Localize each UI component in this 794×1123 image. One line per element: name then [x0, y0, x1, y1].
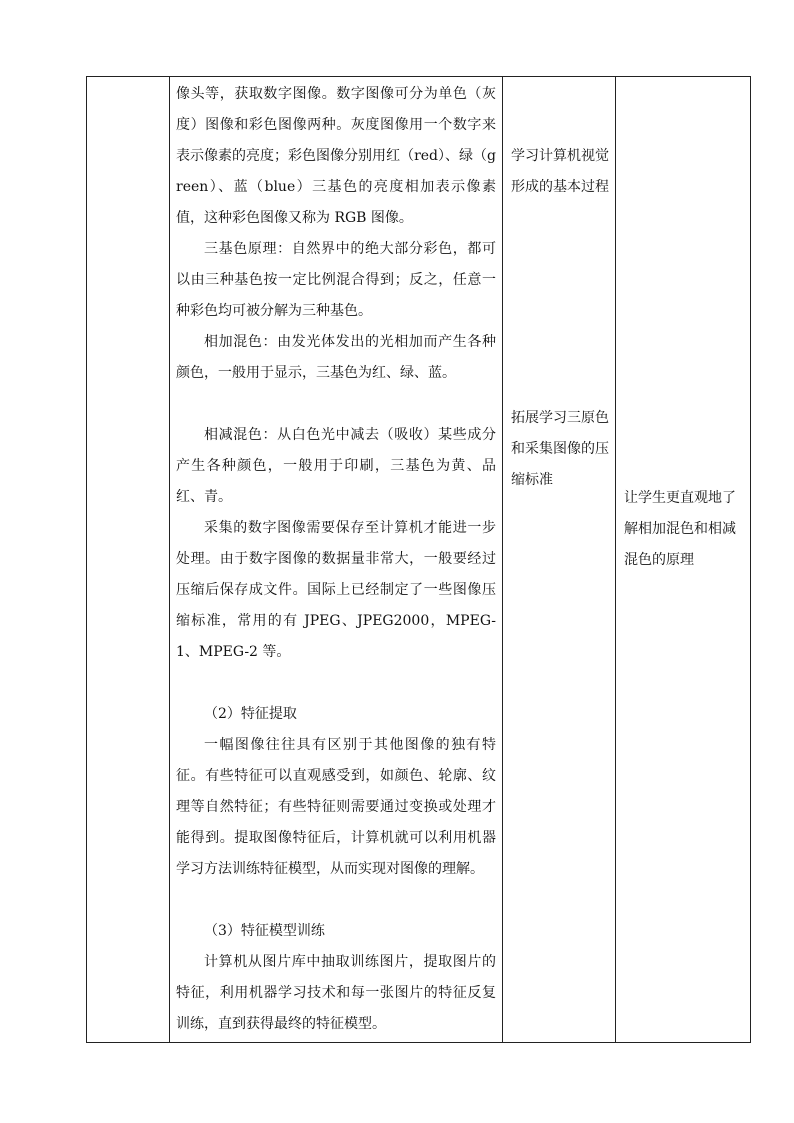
- student-note-compression: 拓展学习三原色和采集图像的压缩标准: [511, 410, 609, 488]
- paragraph-subtractive-mixing: 相减混色：从白色光中减去（吸收）某些成分产生各种颜色，一般用于印刷，三基色为黄、品红、青。: [176, 427, 496, 505]
- lesson-plan-table: [86, 76, 751, 1043]
- paragraph-additive-mixing: 相加混色：由发光体发出的光相加而产生各种颜色，一般用于显示，三基色为红、绿、蓝。: [176, 334, 496, 381]
- heading-feature-extraction: （2）特征提取: [204, 706, 297, 722]
- teaching-content-cell: [170, 77, 503, 1043]
- paragraph-digital-image: 像头等，获取数字图像。数字图像可分为单色（灰度）图像和彩色图像两种。灰度图像用一个数字来表示像素的亮度；彩色图像分别用红（red）、绿（green）、蓝（blue）三基色的亮度相加表示像素值，这种彩色图像又称为 RGB 图像。: [176, 86, 496, 226]
- heading-model-training: （3）特征模型训练: [204, 923, 325, 939]
- design-intent-cell: [616, 77, 751, 1043]
- paragraph-feature-extraction: 一幅图像往往具有区别于其他图像的独有特征。有些特征可以直观感受到，如颜色、轮廓、纹理等自然特征；有些特征则需要通过变换或处理才能得到。提取图像特征后，计算机就可以利用机器学习方法训练特征模型，从而实现对图像的理解。: [176, 737, 496, 877]
- intent-note-color-mixing: 让学生更直观地了解相加混色和相减混色的原理: [624, 490, 736, 568]
- paragraph-three-primary-colors: 三基色原理：自然界中的绝大部分彩色，都可以由三种基色按一定比例混合得到；反之，任意一种彩色均可被分解为三种基色。: [176, 241, 496, 319]
- student-activity-cell: [503, 77, 616, 1043]
- empty-cell: [87, 77, 170, 1043]
- spacer: [176, 885, 496, 916]
- paragraph-compression: 采集的数字图像需要保存至计算机才能进一步处理。由于数字图像的数据量非常大，一般要经过压缩后保存成文件。国际上已经制定了一些图像压缩标准，常用的有 JPEG、JPEG2000，MPEG-1、MPEG-2 等。: [176, 520, 496, 660]
- spacer: [176, 668, 496, 699]
- student-note-vision-process: 学习计算机视觉形成的基本过程: [511, 148, 609, 195]
- paragraph-model-training: 计算机从图片库中抽取训练图片，提取图片的特征，利用机器学习技术和每一张图片的特征反复训练，直到获得最终的特征模型。: [176, 954, 496, 1032]
- table-row: [87, 77, 751, 1043]
- spacer: [176, 389, 496, 420]
